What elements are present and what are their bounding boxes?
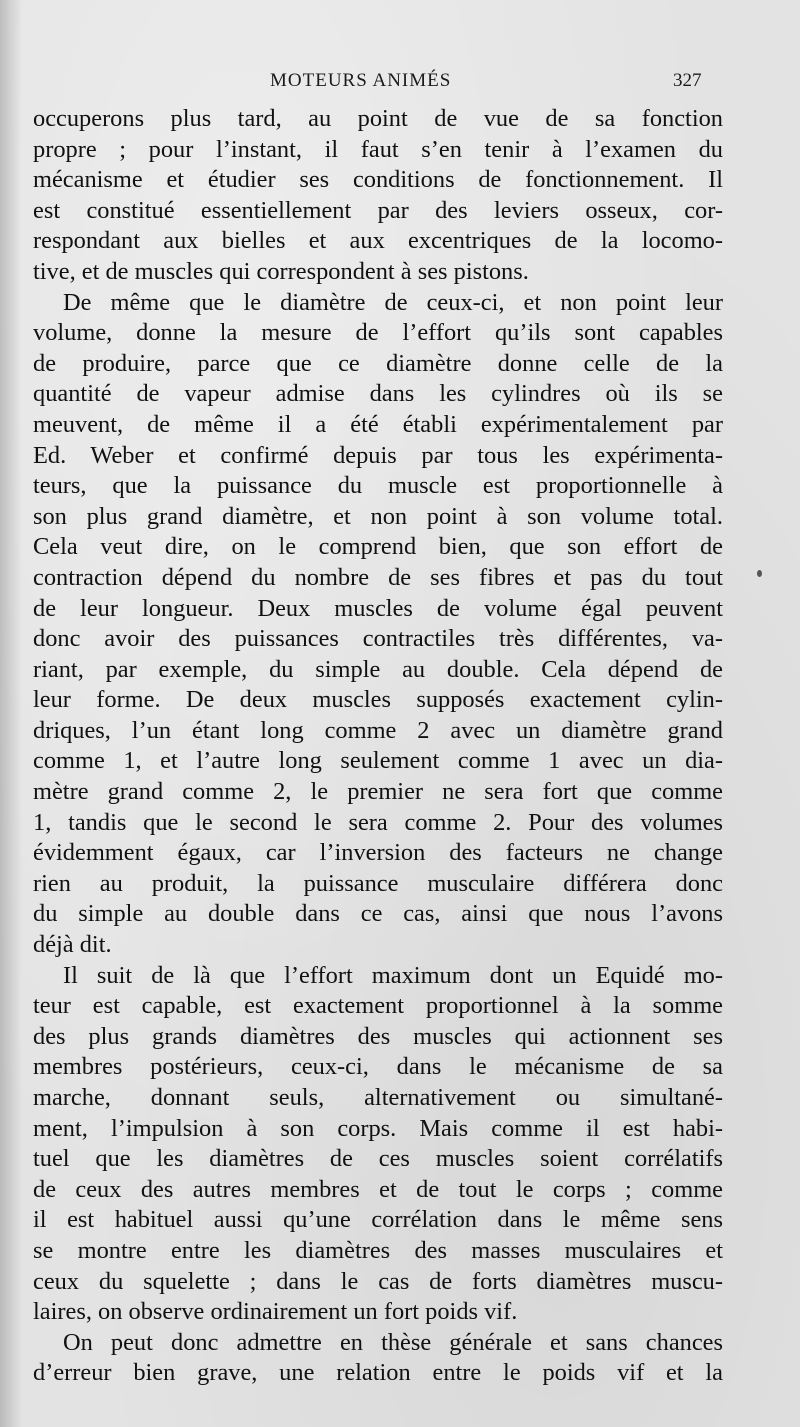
text-line: quantité de vapeur admise dans les cylindres où ils se (33, 380, 723, 408)
text-line: d’erreur bien grave, une relation entre le poids vif et la (33, 1359, 723, 1387)
text-line: mètre grand comme 2, le premier ne sera fort que comme (33, 778, 723, 806)
text-line: comme 1, et l’autre long seulement comme 1 avec un dia- (33, 747, 723, 775)
text-line: teurs, que la puissance du muscle est proportionnelle à (33, 472, 723, 500)
text-line: ceux du squelette ; dans le cas de forts diamètres muscu- (33, 1267, 723, 1295)
text-line: teur est capable, est exactement proportionnel à la somme (33, 992, 723, 1020)
text-line: 1, tandis que le second le sera comme 2. Pour des volumes (33, 808, 723, 836)
text-line: tuel que les diamètres de ces muscles soient corrélatifs (33, 1145, 723, 1173)
text-line: Ed. Weber et confirmé depuis par tous les expérimenta- (33, 441, 723, 469)
text-line: driques, l’un étant long comme 2 avec un diamètre grand (33, 716, 723, 744)
text-line: marche, donnant seuls, alternativement ou simultané- (33, 1084, 723, 1111)
text-line: tive, et de muscles qui correspondent à ses pistons. (33, 257, 529, 285)
text-line: mécanisme et étudier ses conditions de fonctionnement. Il (33, 166, 723, 194)
text-line: de produire, parce que ce diamètre donne celle de la (33, 349, 723, 377)
text-line: riant, par exemple, du simple au double. Cela dépend de (33, 655, 723, 683)
text-line: rien au produit, la puissance musculaire différera donc (33, 869, 723, 897)
text-line: meuvent, de même il a été établi expérimentalement par (33, 410, 723, 438)
text-line: évidemment égaux, car l’inversion des facteurs ne change (33, 839, 723, 867)
running-title: MOTEURS ANIMÉS (270, 70, 452, 91)
text-line: laires, on observe ordinairement un fort poids vif. (33, 1298, 518, 1326)
text-line: On peut donc admettre en thèse générale et sans chances (63, 1328, 723, 1356)
text-line: propre ; pour l’instant, il faut s’en tenir à l’examen du (33, 135, 723, 163)
text-line: ment, l’impulsion à son corps. Mais comme il est habi- (33, 1114, 723, 1142)
page-gutter-shadow (0, 0, 22, 1427)
page-number: 327 (673, 70, 702, 91)
text-line: volume, donne la mesure de l’effort qu’ils sont capables (33, 319, 723, 347)
text-line: il est habituel aussi qu’une corrélation dans le même sens (33, 1206, 723, 1234)
text-line: son plus grand diamètre, et non point à son volume total. (33, 502, 723, 530)
text-line: de leur longueur. Deux muscles de volume égal peuvent (33, 594, 723, 622)
text-line: du simple au double dans ce cas, ainsi que nous l’avons (33, 900, 723, 928)
text-line: des plus grands diamètres des muscles qui actionnent ses (33, 1022, 723, 1050)
text-line: respondant aux bielles et aux excentriques de la locomo- (33, 227, 723, 255)
text-line: de ceux des autres membres et de tout le corps ; comme (33, 1175, 723, 1203)
text-line: leur forme. De deux muscles supposés exactement cylin- (33, 686, 723, 714)
text-line: occuperons plus tard, au point de vue de sa fonction (33, 105, 723, 132)
text-line: contraction dépend du nombre de ses fibres et pas du tout (33, 563, 723, 591)
text-line: donc avoir des puissances contractiles très différentes, va- (33, 625, 723, 653)
page-header (0, 70, 800, 100)
text-line: Il suit de là que l’effort maximum dont un Equidé mo- (63, 961, 723, 989)
text-line: est constitué essentiellement par des leviers osseux, cor- (33, 196, 723, 224)
ink-speck (757, 570, 762, 577)
text-line: De même que le diamètre de ceux-ci, et non point leur (63, 288, 723, 316)
text-line: se montre entre les diamètres des masses musculaires et (33, 1236, 723, 1264)
body-text (33, 104, 723, 1389)
text-line: membres postérieurs, ceux-ci, dans le mécanisme de sa (33, 1053, 723, 1081)
text-line: déjà dit. (33, 931, 112, 959)
text-line: Cela veut dire, on le comprend bien, que son effort de (33, 533, 723, 561)
